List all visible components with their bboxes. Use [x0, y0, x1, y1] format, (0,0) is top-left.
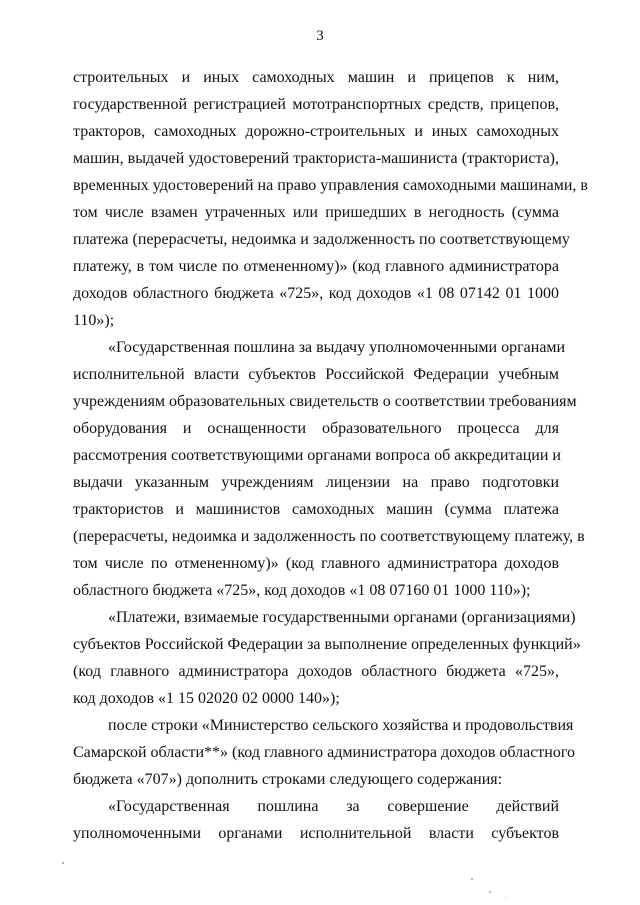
text-line: «Государственная пошлина за совершение действий: [108, 798, 559, 815]
text-line: том числе по отмененному)» (код главного администратора доходов: [73, 555, 559, 572]
text-line: доходов областного бюджета «725», код доходов «1 08 07142 01 1000: [73, 285, 559, 302]
text-line: платежа (перерасчеты, недоимка и задолженность по соответствующему: [73, 231, 570, 248]
text-line: выдачи указанным учреждениям лицензии на право подготовки: [73, 474, 559, 491]
text-line: бюджета «707») дополнить строками следующего содержания:: [73, 771, 503, 788]
scan-speck: [489, 891, 491, 893]
text-line: строительных и иных самоходных машин и прицепов к ним,: [73, 69, 559, 86]
text-line: код доходов «1 15 02020 02 0000 140»);: [73, 690, 340, 707]
text-line: учреждениям образовательных свидетельств о соответствии требованиям: [73, 393, 577, 410]
text-line: временных удостоверений на право управления самоходными машинами, в: [73, 177, 588, 194]
page-number: 3: [316, 28, 324, 44]
text-line: исполнительной власти субъектов Российской Федерации учебным: [73, 366, 559, 383]
scan-speck: [62, 862, 64, 864]
text-line: трактористов и машинистов самоходных машин (сумма платежа: [73, 501, 559, 518]
text-line: после строки «Министерство сельского хозяйства и продовольствия: [108, 717, 574, 734]
scan-speck: [505, 897, 506, 898]
text-line: том числе взамен утраченных или пришедших в негодность (сумма: [73, 204, 559, 221]
text-line: Самарской области**» (код главного администратора доходов областного: [73, 744, 576, 761]
text-line: тракторов, самоходных дорожно-строительных и иных самоходных: [73, 123, 559, 140]
text-line: «Государственная пошлина за выдачу уполномоченными органами: [108, 339, 566, 356]
text-line: 110»);: [73, 312, 115, 329]
text-line: областного бюджета «725», код доходов «1 08 07160 01 1000 110»);: [73, 582, 531, 599]
text-line: рассмотрения соответствующими органами вопроса об аккредитации и: [73, 447, 561, 464]
text-line: государственной регистрацией мототранспортных средств, прицепов,: [73, 96, 559, 113]
text-line: (код главного администратора доходов областного бюджета «725»,: [73, 663, 559, 680]
text-line: уполномоченными органами исполнительной власти субъектов: [73, 825, 559, 842]
text-line: платежу, в том числе по отмененному)» (код главного администратора: [73, 258, 559, 275]
scan-speck: [471, 878, 473, 880]
text-line: (перерасчеты, недоимка и задолженность по соответствующему платежу, в: [73, 528, 585, 545]
text-line: «Платежи, взимаемые государственными органами (организациями): [108, 609, 576, 626]
text-line: субъектов Российской Федерации за выполнение определенных функций»: [73, 636, 581, 653]
text-line: машин, выдачей удостоверений тракториста-машиниста (тракториста),: [73, 150, 559, 167]
text-line: оборудования и оснащенности образовательного процесса для: [73, 420, 559, 437]
